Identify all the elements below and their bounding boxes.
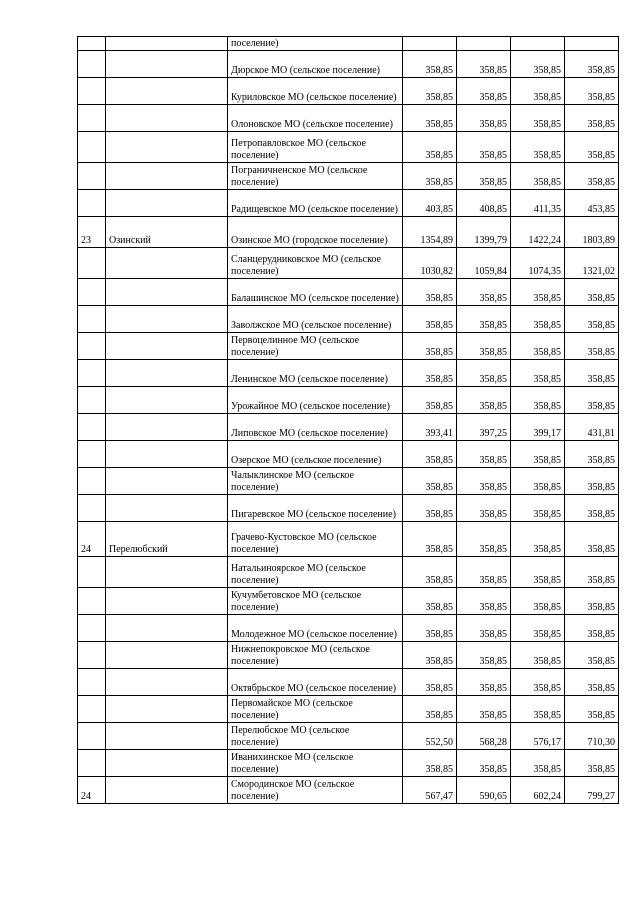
district-cell: [106, 163, 228, 190]
municipality-name-cell: Чалыклинское МО (сельское поселение): [228, 468, 403, 495]
value-cell-1: 358,85: [403, 495, 457, 522]
value-cell-4: 1803,89: [565, 217, 619, 248]
value-cell-3: 399,17: [511, 414, 565, 441]
value-cell-2: 1399,79: [457, 217, 511, 248]
value-cell-3: [511, 37, 565, 51]
value-cell-2: 358,85: [457, 696, 511, 723]
table-row: [78, 414, 619, 441]
table-row: [78, 333, 619, 360]
value-cell-4: 431,81: [565, 414, 619, 441]
value-cell-1: 1354,89: [403, 217, 457, 248]
row-number-cell: [78, 248, 106, 279]
municipality-name-cell: Озинское МО (городское поселение): [228, 217, 403, 248]
value-cell-4: 358,85: [565, 360, 619, 387]
table-row: [78, 615, 619, 642]
value-cell-2: 358,85: [457, 441, 511, 468]
row-number-cell: [78, 306, 106, 333]
table-row: [78, 190, 619, 217]
municipality-name-cell: Перелюбское МО (сельское поселение): [228, 723, 403, 750]
district-cell: [106, 51, 228, 78]
tariff-table: [77, 36, 619, 804]
value-cell-3: 411,35: [511, 190, 565, 217]
value-cell-4: 358,85: [565, 132, 619, 163]
value-cell-4: 358,85: [565, 615, 619, 642]
row-number-cell: 24: [78, 777, 106, 804]
value-cell-2: 1059,84: [457, 248, 511, 279]
value-cell-1: 358,85: [403, 557, 457, 588]
value-cell-2: 358,85: [457, 105, 511, 132]
value-cell-3: 358,85: [511, 163, 565, 190]
value-cell-3: 358,85: [511, 360, 565, 387]
value-cell-1: 358,85: [403, 588, 457, 615]
district-cell: [106, 387, 228, 414]
table-row: [78, 441, 619, 468]
district-cell: [106, 468, 228, 495]
value-cell-1: 358,85: [403, 441, 457, 468]
row-number-cell: [78, 190, 106, 217]
municipality-name-cell: Грачево-Кустовское МО (сельское поселение): [228, 522, 403, 557]
table-row: [78, 105, 619, 132]
value-cell-3: 358,85: [511, 132, 565, 163]
district-cell: Перелюбский: [106, 522, 228, 557]
municipality-name-cell: Натальиноярское МО (сельское поселение): [228, 557, 403, 588]
district-cell: [106, 279, 228, 306]
value-cell-3: 358,85: [511, 78, 565, 105]
municipality-name-cell: Октябрьское МО (сельское поселение): [228, 669, 403, 696]
district-cell: [106, 615, 228, 642]
table-row: [78, 360, 619, 387]
value-cell-2: 408,85: [457, 190, 511, 217]
value-cell-2: 358,85: [457, 669, 511, 696]
value-cell-3: 358,85: [511, 306, 565, 333]
value-cell-4: 358,85: [565, 51, 619, 78]
value-cell-3: 358,85: [511, 669, 565, 696]
value-cell-1: 358,85: [403, 642, 457, 669]
row-number-cell: [78, 468, 106, 495]
value-cell-4: 358,85: [565, 522, 619, 557]
table-row: [78, 387, 619, 414]
value-cell-3: 1422,24: [511, 217, 565, 248]
value-cell-4: 710,30: [565, 723, 619, 750]
value-cell-2: 358,85: [457, 360, 511, 387]
row-number-cell: [78, 279, 106, 306]
value-cell-2: 358,85: [457, 132, 511, 163]
municipality-name-cell: Урожайное МО (сельское поселение): [228, 387, 403, 414]
municipality-name-cell: Молодежное МО (сельское поселение): [228, 615, 403, 642]
value-cell-1: 358,85: [403, 615, 457, 642]
value-cell-2: 358,85: [457, 495, 511, 522]
value-cell-3: 358,85: [511, 557, 565, 588]
value-cell-1: 358,85: [403, 105, 457, 132]
value-cell-4: 358,85: [565, 279, 619, 306]
value-cell-2: 358,85: [457, 522, 511, 557]
value-cell-1: 358,85: [403, 279, 457, 306]
value-cell-3: 358,85: [511, 522, 565, 557]
value-cell-3: 358,85: [511, 588, 565, 615]
district-cell: [106, 360, 228, 387]
value-cell-2: 358,85: [457, 51, 511, 78]
value-cell-1: 358,85: [403, 306, 457, 333]
value-cell-2: [457, 37, 511, 51]
value-cell-2: 358,85: [457, 557, 511, 588]
value-cell-1: 358,85: [403, 51, 457, 78]
value-cell-2: 358,85: [457, 642, 511, 669]
table-row: [78, 78, 619, 105]
value-cell-4: 358,85: [565, 557, 619, 588]
value-cell-3: 358,85: [511, 51, 565, 78]
municipality-name-cell: Нижнепокровское МО (сельское поселение): [228, 642, 403, 669]
row-number-cell: [78, 414, 106, 441]
municipality-name-cell: Радищевское МО (сельское поселение): [228, 190, 403, 217]
district-cell: Озинский: [106, 217, 228, 248]
row-number-cell: [78, 163, 106, 190]
row-number-cell: [78, 557, 106, 588]
row-number-cell: 24: [78, 522, 106, 557]
table-row: [78, 217, 619, 248]
value-cell-1: 358,85: [403, 669, 457, 696]
municipality-name-cell: Первоцелинное МО (сельское поселение): [228, 333, 403, 360]
table-body: [78, 37, 619, 804]
district-cell: [106, 441, 228, 468]
value-cell-2: 358,85: [457, 279, 511, 306]
value-cell-3: 358,85: [511, 495, 565, 522]
table-row: [78, 279, 619, 306]
table-row: [78, 723, 619, 750]
table-row: [78, 468, 619, 495]
row-number-cell: [78, 615, 106, 642]
value-cell-4: 358,85: [565, 468, 619, 495]
row-number-cell: [78, 360, 106, 387]
value-cell-1: 358,85: [403, 468, 457, 495]
district-cell: [106, 750, 228, 777]
value-cell-3: 576,17: [511, 723, 565, 750]
value-cell-4: 358,85: [565, 750, 619, 777]
district-cell: [106, 777, 228, 804]
value-cell-4: 799,27: [565, 777, 619, 804]
district-cell: [106, 132, 228, 163]
district-cell: [106, 248, 228, 279]
value-cell-2: 568,28: [457, 723, 511, 750]
value-cell-3: 358,85: [511, 333, 565, 360]
value-cell-1: 1030,82: [403, 248, 457, 279]
value-cell-2: 358,85: [457, 333, 511, 360]
row-number-cell: [78, 387, 106, 414]
table-row: [78, 750, 619, 777]
table-row: [78, 522, 619, 557]
value-cell-2: 358,85: [457, 306, 511, 333]
row-number-cell: [78, 51, 106, 78]
value-cell-2: 590,65: [457, 777, 511, 804]
municipality-name-cell: Ленинское МО (сельское поселение): [228, 360, 403, 387]
value-cell-3: 358,85: [511, 642, 565, 669]
district-cell: [106, 723, 228, 750]
value-cell-4: 358,85: [565, 642, 619, 669]
value-cell-4: 358,85: [565, 669, 619, 696]
district-cell: [106, 696, 228, 723]
value-cell-2: 397,25: [457, 414, 511, 441]
municipality-name-cell: Куриловское МО (сельское поселение): [228, 78, 403, 105]
municipality-name-cell: поселение): [228, 37, 403, 51]
value-cell-3: 358,85: [511, 105, 565, 132]
municipality-name-cell: Липовское МО (сельское поселение): [228, 414, 403, 441]
municipality-name-cell: Заволжское МО (сельское поселение): [228, 306, 403, 333]
value-cell-1: 358,85: [403, 163, 457, 190]
value-cell-1: [403, 37, 457, 51]
row-number-cell: [78, 78, 106, 105]
table-row: [78, 588, 619, 615]
municipality-name-cell: Первомайское МО (сельское поселение): [228, 696, 403, 723]
municipality-name-cell: Балашинское МО (сельское поселение): [228, 279, 403, 306]
value-cell-3: 358,85: [511, 615, 565, 642]
district-cell: [106, 37, 228, 51]
value-cell-2: 358,85: [457, 468, 511, 495]
district-cell: [106, 588, 228, 615]
table-row: [78, 777, 619, 804]
value-cell-4: 358,85: [565, 495, 619, 522]
value-cell-2: 358,85: [457, 387, 511, 414]
municipality-name-cell: Смородинское МО (сельское поселение): [228, 777, 403, 804]
value-cell-4: 358,85: [565, 306, 619, 333]
value-cell-1: 552,50: [403, 723, 457, 750]
row-number-cell: [78, 696, 106, 723]
value-cell-1: 358,85: [403, 360, 457, 387]
table-row: [78, 669, 619, 696]
value-cell-2: 358,85: [457, 615, 511, 642]
value-cell-3: 1074,35: [511, 248, 565, 279]
value-cell-1: 403,85: [403, 190, 457, 217]
value-cell-3: 602,24: [511, 777, 565, 804]
table-row: [78, 306, 619, 333]
row-number-cell: [78, 642, 106, 669]
table-row: [78, 557, 619, 588]
value-cell-1: 358,85: [403, 333, 457, 360]
table-row: [78, 37, 619, 51]
table-row: [78, 642, 619, 669]
municipality-name-cell: Дюрское МО (сельское поселение): [228, 51, 403, 78]
municipality-name-cell: Иванихинское МО (сельское поселение): [228, 750, 403, 777]
value-cell-4: 358,85: [565, 696, 619, 723]
value-cell-4: 358,85: [565, 387, 619, 414]
value-cell-1: 358,85: [403, 78, 457, 105]
value-cell-2: 358,85: [457, 750, 511, 777]
value-cell-4: 358,85: [565, 78, 619, 105]
row-number-cell: [78, 37, 106, 51]
row-number-cell: [78, 669, 106, 696]
row-number-cell: [78, 132, 106, 163]
municipality-name-cell: Кучумбетовское МО (сельское поселение): [228, 588, 403, 615]
row-number-cell: [78, 588, 106, 615]
value-cell-3: 358,85: [511, 696, 565, 723]
value-cell-4: 1321,02: [565, 248, 619, 279]
value-cell-2: 358,85: [457, 588, 511, 615]
value-cell-2: 358,85: [457, 78, 511, 105]
row-number-cell: 23: [78, 217, 106, 248]
value-cell-1: 567,47: [403, 777, 457, 804]
table-row: [78, 51, 619, 78]
value-cell-3: 358,85: [511, 441, 565, 468]
table-row: [78, 132, 619, 163]
value-cell-3: 358,85: [511, 387, 565, 414]
table-row: [78, 163, 619, 190]
district-cell: [106, 105, 228, 132]
district-cell: [106, 333, 228, 360]
municipality-name-cell: Пограничненское МО (сельское поселение): [228, 163, 403, 190]
value-cell-4: [565, 37, 619, 51]
municipality-name-cell: Сланцерудниковское МО (сельское поселение): [228, 248, 403, 279]
value-cell-3: 358,85: [511, 750, 565, 777]
row-number-cell: [78, 495, 106, 522]
value-cell-2: 358,85: [457, 163, 511, 190]
municipality-name-cell: Пигаревское МО (сельское поселение): [228, 495, 403, 522]
district-cell: [106, 642, 228, 669]
value-cell-1: 358,85: [403, 696, 457, 723]
district-cell: [106, 306, 228, 333]
row-number-cell: [78, 333, 106, 360]
value-cell-4: 358,85: [565, 105, 619, 132]
value-cell-4: 358,85: [565, 163, 619, 190]
municipality-name-cell: Олоновское МО (сельское поселение): [228, 105, 403, 132]
value-cell-4: 453,85: [565, 190, 619, 217]
row-number-cell: [78, 723, 106, 750]
value-cell-1: 358,85: [403, 750, 457, 777]
value-cell-1: 393,41: [403, 414, 457, 441]
table-row: [78, 248, 619, 279]
district-cell: [106, 495, 228, 522]
value-cell-3: 358,85: [511, 468, 565, 495]
municipality-name-cell: Петропавловское МО (сельское поселение): [228, 132, 403, 163]
value-cell-4: 358,85: [565, 333, 619, 360]
value-cell-1: 358,85: [403, 522, 457, 557]
value-cell-4: 358,85: [565, 588, 619, 615]
district-cell: [106, 78, 228, 105]
row-number-cell: [78, 105, 106, 132]
district-cell: [106, 557, 228, 588]
district-cell: [106, 190, 228, 217]
table-row: [78, 495, 619, 522]
value-cell-1: 358,85: [403, 132, 457, 163]
table-row: [78, 696, 619, 723]
municipality-name-cell: Озерское МО (сельское поселение): [228, 441, 403, 468]
value-cell-3: 358,85: [511, 279, 565, 306]
value-cell-1: 358,85: [403, 387, 457, 414]
district-cell: [106, 669, 228, 696]
district-cell: [106, 414, 228, 441]
value-cell-4: 358,85: [565, 441, 619, 468]
row-number-cell: [78, 750, 106, 777]
row-number-cell: [78, 441, 106, 468]
